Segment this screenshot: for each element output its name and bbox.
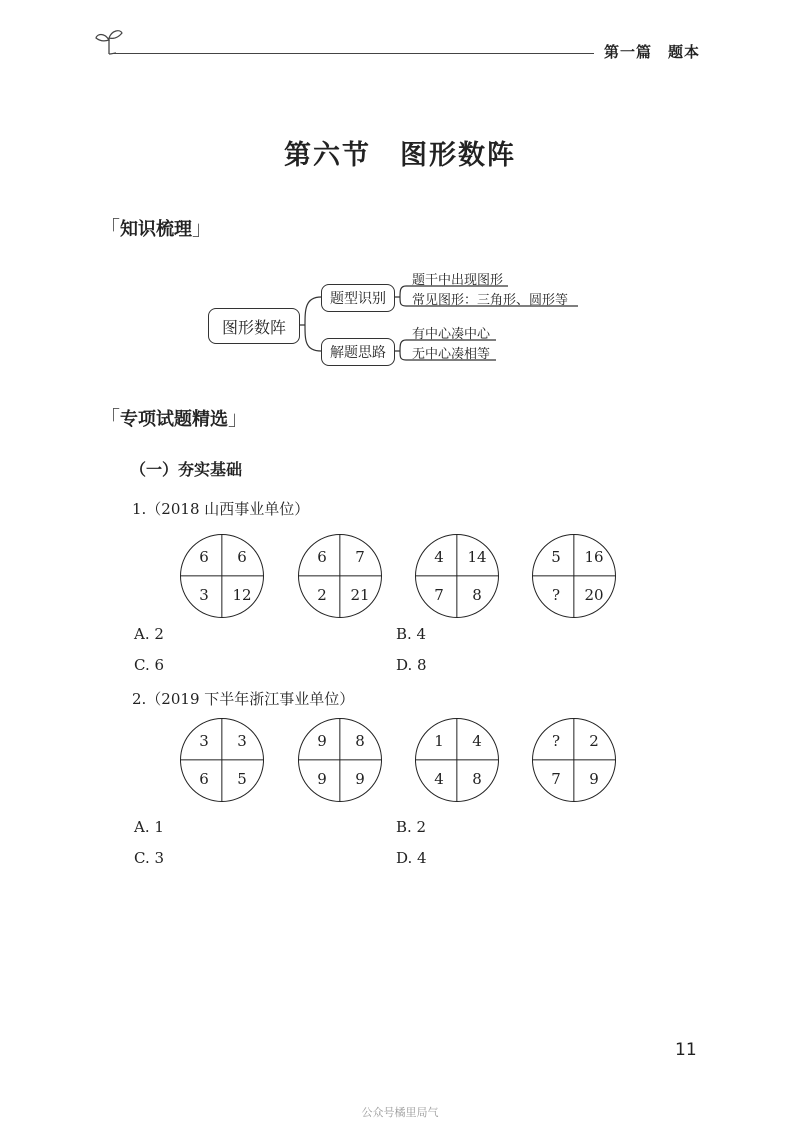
- bracket-open: 「: [100, 216, 120, 240]
- circle-cell: 2: [589, 732, 599, 750]
- number-circle: [180, 718, 264, 802]
- mindmap-leaf: 题干中出现图形: [412, 273, 504, 288]
- circle-cell: 9: [355, 770, 365, 788]
- option-d[interactable]: D. 4: [396, 849, 427, 867]
- circle-cell: 8: [472, 770, 482, 788]
- circle-cell: 3: [237, 732, 247, 750]
- page-number: 11: [675, 1040, 697, 1060]
- option-a[interactable]: A. 1: [134, 818, 164, 836]
- bracket-close: 」: [228, 406, 248, 430]
- bracket-close: 」: [192, 216, 212, 240]
- number-circle: [415, 534, 499, 618]
- circle-cell: 7: [434, 586, 444, 604]
- circle-cell: 8: [355, 732, 365, 750]
- mindmap-root: 图形数阵: [208, 308, 300, 344]
- option-c[interactable]: C. 3: [134, 849, 165, 867]
- question-label: 1.（2018 山西事业单位）: [132, 500, 310, 518]
- mindmap-leaf: 有中心凑中心: [412, 327, 491, 342]
- circle-cell: 6: [237, 548, 247, 566]
- knowledge-heading-text: 知识梳理: [120, 219, 192, 240]
- number-circle: [415, 718, 499, 802]
- option-b[interactable]: B. 4: [396, 625, 427, 643]
- question-label: 2.（2019 下半年浙江事业单位）: [132, 690, 355, 708]
- circle-cell: ?: [551, 586, 561, 604]
- mindmap-leaf: 无中心凑相等: [412, 347, 491, 362]
- mindmap-branch-approach: 解题思路: [321, 338, 395, 366]
- circle-cell: 2: [317, 586, 327, 604]
- circle-cell: 3: [199, 732, 209, 750]
- circle-cell: 6: [199, 548, 209, 566]
- number-circle: [532, 534, 616, 618]
- circle-cell: 21: [350, 586, 370, 604]
- circle-cell: 5: [237, 770, 247, 788]
- circle-cell: 4: [472, 732, 482, 750]
- circle-cell: 9: [589, 770, 599, 788]
- circle-cell: ?: [551, 732, 561, 750]
- circle-cell: 6: [199, 770, 209, 788]
- practice-heading: [100, 402, 248, 431]
- mindmap-leaf: 常见图形：三角形、圆形等: [412, 293, 569, 308]
- circle-cell: 7: [355, 548, 365, 566]
- circle-cell: 8: [472, 586, 482, 604]
- circle-cell: 7: [551, 770, 561, 788]
- number-circle: [298, 534, 382, 618]
- circle-cell: 12: [232, 586, 252, 604]
- circle-cell: 9: [317, 732, 327, 750]
- circle-cell: 4: [434, 548, 444, 566]
- circle-cell: 5: [551, 548, 561, 566]
- practice-heading-text: 专项试题精选: [120, 409, 228, 430]
- option-c[interactable]: C. 6: [134, 656, 165, 674]
- number-circle: [298, 718, 382, 802]
- watermark: 公众号橘里局气: [361, 1106, 439, 1119]
- option-a[interactable]: A. 2: [134, 625, 164, 643]
- option-b[interactable]: B. 2: [396, 818, 427, 836]
- circle-cell: 3: [199, 586, 209, 604]
- circle-cell: 9: [317, 770, 327, 788]
- section-title: 第六节 图形数阵: [284, 140, 516, 171]
- mindmap-branch-identify: 题型识别: [321, 284, 395, 312]
- number-circle: [180, 534, 264, 618]
- option-d[interactable]: D. 8: [396, 656, 427, 674]
- subsection-title: （一）夯实基础: [130, 460, 243, 479]
- circle-cell: 6: [317, 548, 327, 566]
- number-circle: [532, 718, 616, 802]
- circle-cell: 16: [584, 548, 604, 566]
- circle-cell: 1: [434, 732, 444, 750]
- circle-cell: 20: [584, 586, 604, 604]
- bracket-open: 「: [100, 406, 120, 430]
- circle-cell: 14: [467, 548, 487, 566]
- header-title: 第一篇 题本: [604, 43, 701, 61]
- circle-cell: 4: [434, 770, 444, 788]
